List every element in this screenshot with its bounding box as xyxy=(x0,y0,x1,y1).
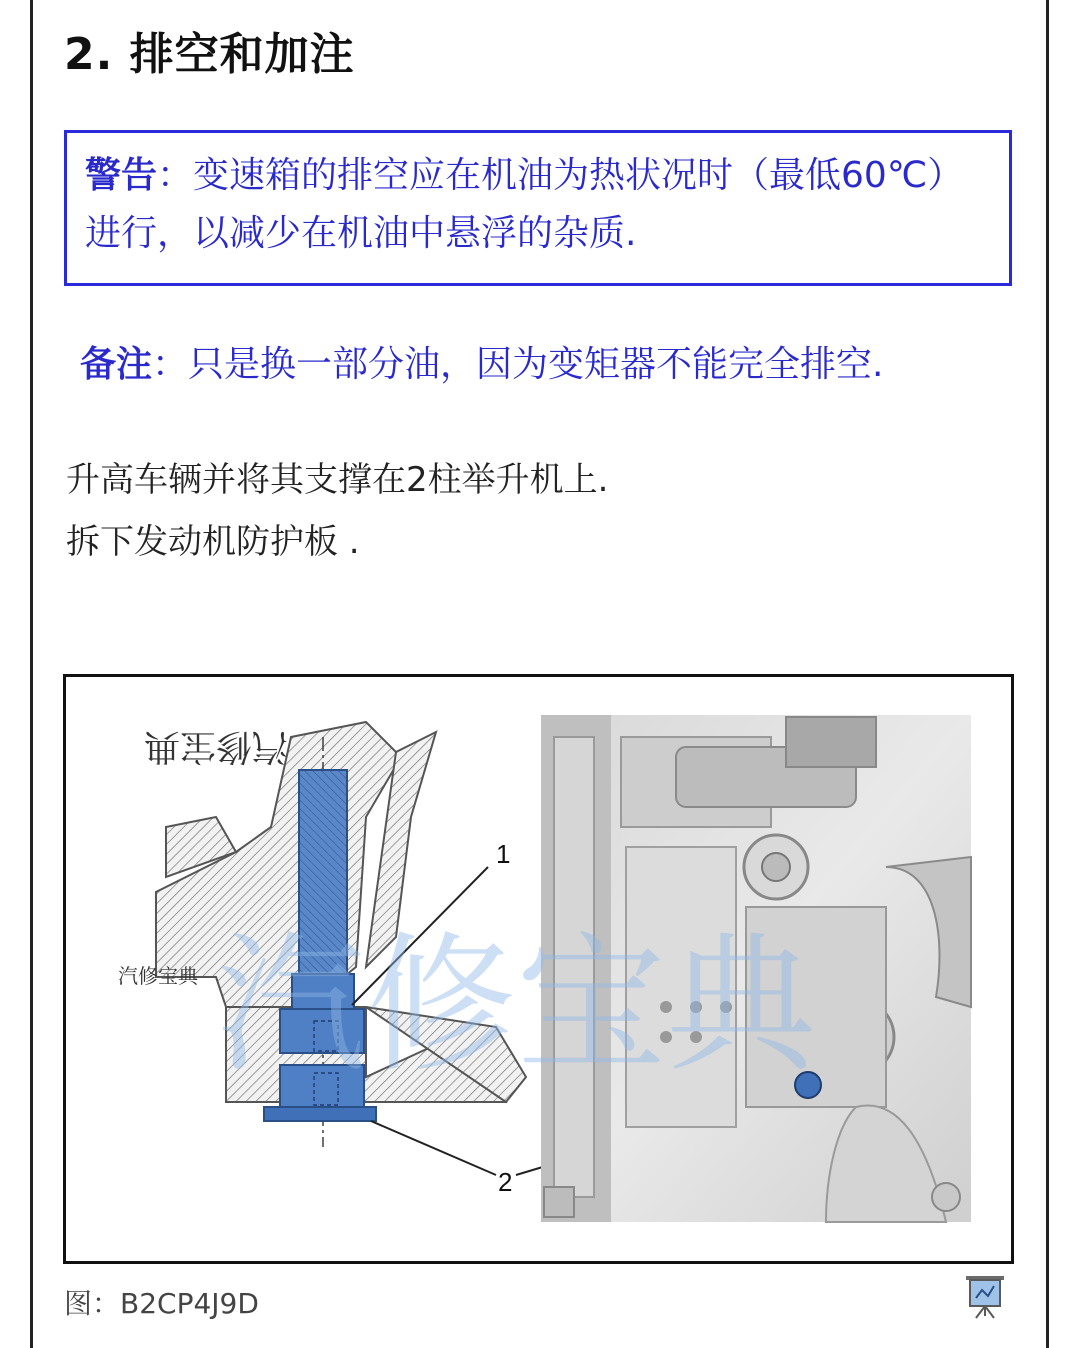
side-watermark: 汽修宝典 xyxy=(118,964,198,988)
right-border-rule xyxy=(1046,0,1049,1348)
illustration xyxy=(66,677,1011,1261)
note-label: 备注 xyxy=(80,344,153,385)
section-title: 2. 排空和加注 xyxy=(64,29,355,80)
mirrored-watermark xyxy=(142,726,288,767)
step-remove-shield: 拆下发动机防护板 . xyxy=(66,522,360,562)
note-text: ：只是换一部分油，因为变矩器不能完全排空. xyxy=(152,344,884,385)
large-watermark: 汽修宝典 xyxy=(216,919,817,1093)
figure-frame[interactable] xyxy=(63,674,1014,1264)
warning-text: ：变速箱的排空应在机油为热状况时（最低60℃）进行，以减少在机油中悬浮的杂质. xyxy=(85,155,964,254)
callout-2: 2 xyxy=(498,1167,513,1197)
svg-text:汽修宝典: 汽修宝典 xyxy=(143,726,288,767)
step-raise-vehicle: 升高车辆并将其支撑在2柱举升机上. xyxy=(66,460,609,500)
warning-label: 警告 xyxy=(85,155,158,196)
left-border-rule xyxy=(30,0,33,1348)
presentation-board-icon[interactable] xyxy=(964,1272,1006,1320)
warning-box xyxy=(64,130,1012,286)
figure-caption: 图：B2CP4J9D xyxy=(64,1287,259,1320)
callout-1: 1 xyxy=(496,839,511,869)
note xyxy=(80,336,883,387)
